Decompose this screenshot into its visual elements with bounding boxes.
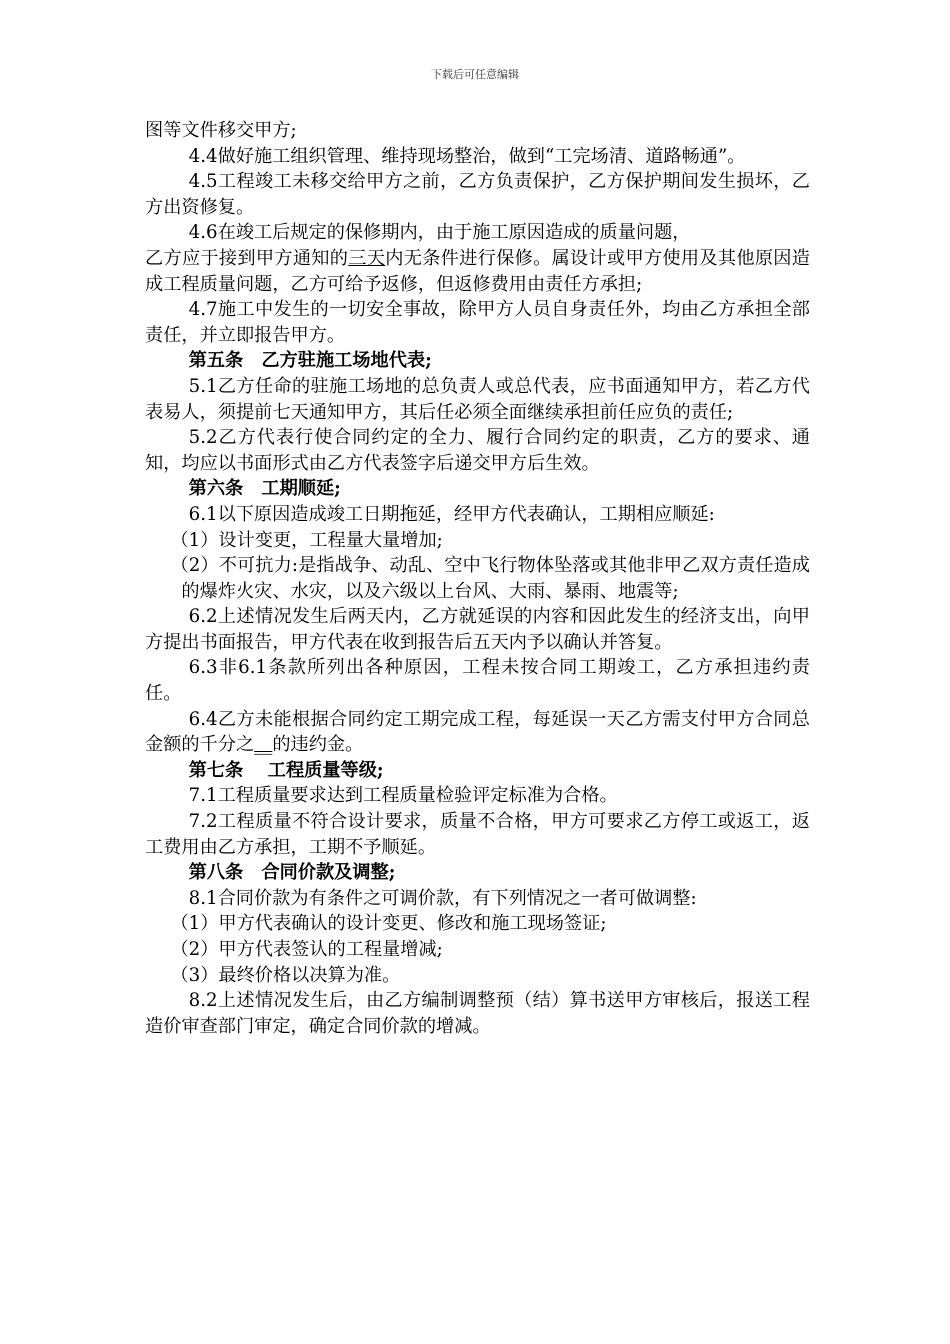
- paragraph-text: 乙方应于接到甲方通知的: [145, 247, 349, 269]
- paragraph: 8.1合同价款为有条件之可调价款，有下列情况之一者可做调整:: [188, 887, 697, 909]
- section-heading: 第七条 工程质量等级;: [188, 759, 384, 781]
- list-item: （2）甲方代表签认的工程量增减;: [170, 939, 443, 960]
- section-heading: 第六条 工期顺延;: [188, 478, 341, 500]
- page-header: 下载后可任意编辑: [431, 68, 519, 81]
- underlined-text: 三天: [348, 247, 386, 269]
- paragraph-text: 内无条件进行保修。属设计或甲方使用及其他原因造成工程质量问题，乙方可给予返修，但返修费用由责任方承担;: [145, 247, 810, 295]
- paragraph: 4.7施工中发生的一切安全事故，除甲方人员自身责任外，均由乙方承担全部责任，并立即报告甲方。: [145, 299, 810, 346]
- section-heading: 第五条 乙方驻施工场地代表;: [188, 350, 432, 372]
- paragraph: 6.3非6.1条款所列出各种原因，工程未按合同工期竣工，乙方承担违约责任。: [145, 657, 810, 705]
- paragraph-text: 6.4乙方未能根据合同约定工期完成工程，每延误一天乙方需支付甲方合同总金额的千分之: [145, 708, 810, 756]
- paragraph-text: 的违约金。: [272, 734, 364, 756]
- list-item: （1）设计变更，工程量大量增加;: [170, 529, 443, 551]
- list-item: （3）最终价格以决算为准。: [170, 964, 401, 986]
- paragraph: 4.4做好施工组织管理、维持现场整治，做到“工完场清、道路畅通”。: [188, 145, 746, 167]
- blank-field: __: [254, 734, 273, 756]
- paragraph: [145, 220, 810, 297]
- paragraph: 6.1以下原因造成竣工日期拖延，经甲方代表确认，工期相应顺延:: [188, 503, 715, 525]
- document-body: [145, 118, 810, 1039]
- paragraph: 7.2工程质量不符合设计要求，质量不合格，甲方可要求乙方停工或返工，返工费用由乙方承担，工期不予顺延。: [145, 811, 810, 858]
- list-item: （1）甲方代表确认的设计变更、修改和施工现场签证;: [170, 913, 607, 935]
- paragraph: 7.1工程质量要求达到工程质量检验评定标准为合格。: [188, 785, 618, 807]
- paragraph: 5.1乙方任命的驻施工场地的总负责人或总代表，应书面通知甲方，若乙方代表易人，须提前七天通知甲方，其后任必须全面继续承担前任应负的责任;: [145, 375, 810, 423]
- paragraph: 8.2上述情况发生后，由乙方编制调整预（结）算书送甲方审核后，报送工程造价审查部门审定，确定合同价款的增减。: [145, 990, 810, 1037]
- paragraph: 图等文件移交甲方;: [145, 120, 297, 141]
- paragraph-text: 4.6在竣工后规定的保修期内，由于施工原因造成的质量问题，: [188, 222, 691, 244]
- paragraph: 5.2乙方代表行使合同约定的全力、履行合同约定的职责，乙方的要求、通知，均应以书面形式由乙方代表签字后递交甲方后生效。: [145, 427, 810, 474]
- list-item: （2）不可抗力:是指战争、动乱、空中飞行物体坠落或其他非甲乙双方责任造成的爆炸火灾、水灾，以及六级以上台风、大雨、暴雨、地震等;: [170, 555, 810, 602]
- paragraph: 4.5工程竣工未移交给甲方之前，乙方负责保护，乙方保护期间发生损坏，乙方出资修复。: [145, 171, 810, 218]
- section-heading: 第八条 合同价款及调整;: [188, 862, 396, 884]
- paragraph: [145, 707, 810, 758]
- paragraph: 6.2上述情况发生后两天内，乙方就延误的内容和因此发生的经济支出，向甲方提出书面报告，甲方代表在收到报告后五天内予以确认并答复。: [145, 606, 810, 653]
